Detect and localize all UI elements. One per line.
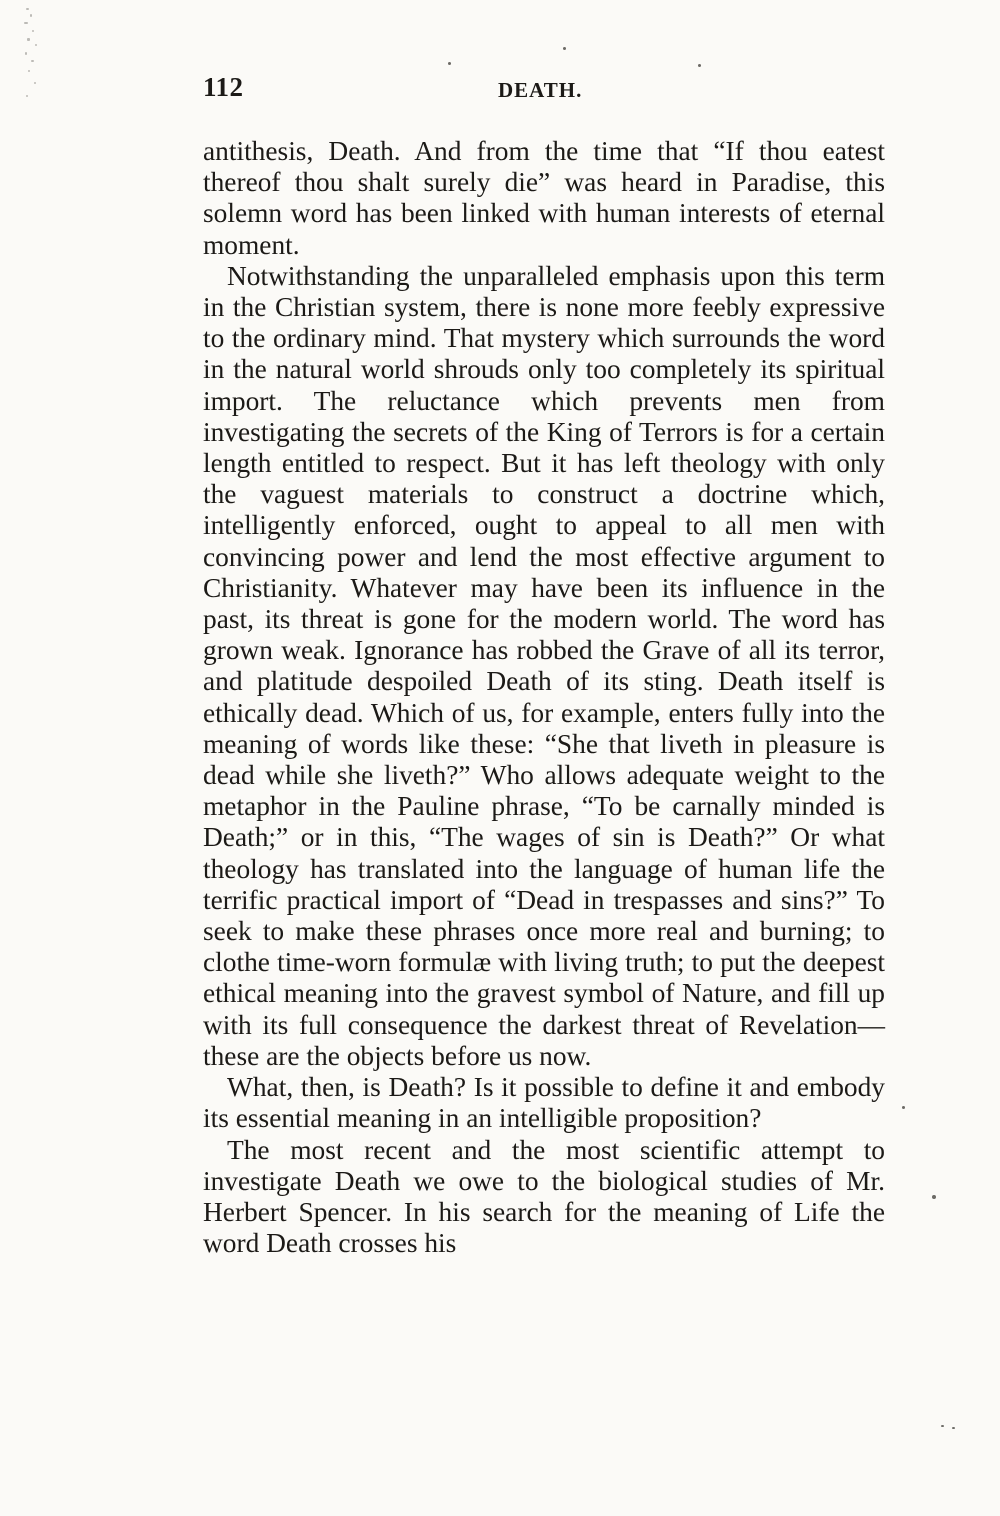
body-text bbox=[203, 136, 885, 1259]
paragraph-4: The most recent and the most scientific attempt to investigate Death we owe to the biological studies of Mr. Herbert Spencer. In his search for the meaning of Life the word Death crosses his bbox=[203, 1134, 885, 1259]
paragraph-3: What, then, is Death? Is it possible to define it and embody its essential meaning in an intelligible proposition? bbox=[203, 1072, 885, 1134]
ink-speck bbox=[698, 64, 701, 67]
scan-edge-noise bbox=[20, 0, 60, 110]
page-number: 112 bbox=[203, 72, 244, 102]
ink-speck bbox=[563, 47, 566, 50]
running-title: DEATH. bbox=[498, 78, 583, 102]
ink-speck bbox=[448, 62, 451, 65]
paragraph-2: Notwithstanding the unparalleled emphasis upon this term in the Christian system, there is none more feebly expressive to the ordinary mind. That mystery which surrounds the word in the natural world shrouds only too completely its spiritual import. The reluctance which prevents men from investigating the secrets of the King of Terrors is for a certain length entitled to respect. But it has left theology with only the vaguest materials to construct a doctrine which, intelligently enforced, ought to appeal to all men with convincing power and lend the most effective argument to Christianity. Whatever may have been its influence in the past, its threat is gone for the modern world. The word has grown weak. Ignorance has robbed the Grave of all its terror, and platitude despoiled Death of its sting. Death itself is ethically dead. Which of us, for example, enters fully into the meaning of words like these: “She that liveth in pleasure is dead while she liveth?” Who allows adequate weight to the metaphor in the Pauline phrase, “To be carnally minded is Death;” or in this, “The wages of sin is Death?” Or what theology has translated into the language of human life the terrific practical import of “Dead in trespasses and sins?” To seek to make these phrases once more real and burning; to clothe time-worn formulæ with living truth; to put the deepest ethical meaning into the gravest symbol of Nature, and fill up with its full consequence the darkest threat of Revelation—these are the objects before us now. bbox=[203, 260, 885, 1071]
ink-speck bbox=[932, 1195, 936, 1199]
ink-speck bbox=[941, 1425, 944, 1427]
page-header bbox=[203, 72, 885, 112]
ink-speck bbox=[952, 1427, 955, 1429]
ink-speck bbox=[902, 1106, 905, 1109]
paragraph-1: antithesis, Death. And from the time that “If thou eatest thereof thou shalt surely die” was heard in Paradise, this solemn word has been linked with human interests of eternal moment. bbox=[203, 136, 885, 260]
